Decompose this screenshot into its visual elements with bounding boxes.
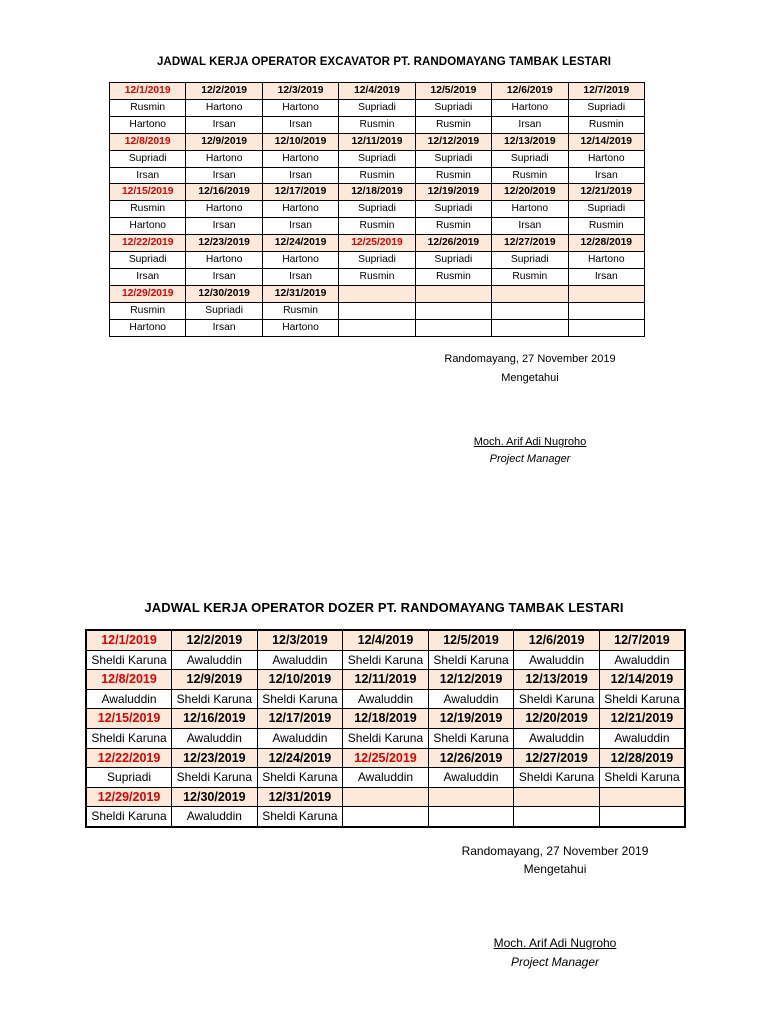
operator-cell: Hartono <box>186 252 262 269</box>
operator-cell: Supriadi <box>415 252 491 269</box>
date-cell: 12/15/2019 <box>110 184 186 201</box>
operator-cell: Awaluddin <box>599 728 685 748</box>
operator-cell: Rusmin <box>110 302 186 319</box>
date-cell: 12/14/2019 <box>599 670 685 690</box>
date-row <box>110 133 645 150</box>
operator-cell: Irsan <box>492 116 568 133</box>
date-cell: 12/28/2019 <box>599 748 685 768</box>
date-row <box>86 787 685 807</box>
date-cell: 12/20/2019 <box>514 709 600 729</box>
date-cell: 12/25/2019 <box>339 235 415 252</box>
date-cell: 12/20/2019 <box>492 184 568 201</box>
operator-cell: Hartono <box>186 201 262 218</box>
operator-cell: Rusmin <box>339 268 415 285</box>
dozer-schedule-title: JADWAL KERJA OPERATOR DOZER PT. RANDOMAYANG TAMBAK LESTARI <box>144 600 624 615</box>
operator-cell: Irsan <box>110 167 186 184</box>
operator-cell: Supriadi <box>415 201 491 218</box>
date-cell: 12/24/2019 <box>262 235 338 252</box>
operator-cell <box>415 319 491 336</box>
operator-cell: Hartono <box>568 252 644 269</box>
date-cell <box>568 285 644 302</box>
date-cell: 12/5/2019 <box>415 83 491 100</box>
operator-cell: Sheldi Karuna <box>257 768 343 788</box>
operator-cell: Supriadi <box>86 768 172 788</box>
operator-cell <box>568 302 644 319</box>
operator-cell: Hartono <box>186 99 262 116</box>
operator-row <box>110 218 645 235</box>
operator-cell: Sheldi Karuna <box>257 807 343 827</box>
operator-cell <box>514 807 600 827</box>
operator-cell <box>599 807 685 827</box>
operator-cell: Supriadi <box>110 150 186 167</box>
operator-row <box>110 99 645 116</box>
operator-cell: Rusmin <box>339 167 415 184</box>
operator-row <box>110 150 645 167</box>
date-cell: 12/30/2019 <box>172 787 258 807</box>
date-cell: 12/18/2019 <box>339 184 415 201</box>
operator-cell <box>428 807 514 827</box>
operator-cell: Rusmin <box>339 218 415 235</box>
operator-cell: Sheldi Karuna <box>428 728 514 748</box>
operator-cell: Irsan <box>110 268 186 285</box>
date-cell: 12/6/2019 <box>492 83 568 100</box>
operator-cell: Supriadi <box>415 99 491 116</box>
operator-cell: Rusmin <box>492 268 568 285</box>
date-cell: 12/11/2019 <box>339 133 415 150</box>
operator-cell: Sheldi Karuna <box>343 650 429 670</box>
excavator-schedule-title: JADWAL KERJA OPERATOR EXCAVATOR PT. RANDOMAYANG TAMBAK LESTARI <box>156 56 612 68</box>
operator-cell: Supriadi <box>339 201 415 218</box>
operator-cell: Awaluddin <box>257 728 343 748</box>
operator-cell: Hartono <box>262 99 338 116</box>
date-cell: 12/18/2019 <box>343 709 429 729</box>
excavator-schedule-table <box>109 82 645 337</box>
date-cell <box>599 787 685 807</box>
signature-role: Project Manager <box>489 453 571 465</box>
operator-cell: Hartono <box>186 150 262 167</box>
date-cell: 12/17/2019 <box>262 184 338 201</box>
date-cell: 12/8/2019 <box>110 133 186 150</box>
date-cell: 12/31/2019 <box>257 787 343 807</box>
date-cell: 12/25/2019 <box>343 748 429 768</box>
operator-cell: Supriadi <box>415 150 491 167</box>
operator-cell: Hartono <box>110 116 186 133</box>
signature-place-date: Randomayang, 27 November 2019 <box>444 353 616 365</box>
date-cell: 12/27/2019 <box>514 748 600 768</box>
signature-name: Moch. Arif Adi Nugroho <box>493 936 617 950</box>
operator-cell: Rusmin <box>415 167 491 184</box>
operator-cell: Rusmin <box>339 116 415 133</box>
operator-cell: Hartono <box>262 150 338 167</box>
signature-place-date: Randomayang, 27 November 2019 <box>461 844 649 858</box>
operator-cell: Sheldi Karuna <box>599 689 685 709</box>
date-cell: 12/28/2019 <box>568 235 644 252</box>
operator-cell: Hartono <box>110 218 186 235</box>
operator-cell: Hartono <box>568 150 644 167</box>
signature-acknowledged: Mengetahui <box>501 372 559 384</box>
date-cell: 12/1/2019 <box>110 83 186 100</box>
date-row <box>110 235 645 252</box>
date-cell: 12/6/2019 <box>514 630 600 650</box>
date-cell: 12/21/2019 <box>599 709 685 729</box>
date-cell: 12/31/2019 <box>262 285 338 302</box>
date-cell: 12/12/2019 <box>428 670 514 690</box>
operator-cell: Sheldi Karuna <box>599 768 685 788</box>
operator-cell: Supriadi <box>492 252 568 269</box>
date-cell: 12/3/2019 <box>257 630 343 650</box>
date-cell: 12/10/2019 <box>257 670 343 690</box>
operator-cell: Irsan <box>262 167 338 184</box>
operator-cell: Awaluddin <box>86 689 172 709</box>
operator-row <box>110 201 645 218</box>
date-cell: 12/24/2019 <box>257 748 343 768</box>
operator-cell <box>339 319 415 336</box>
operator-cell: Rusmin <box>110 99 186 116</box>
date-cell: 12/26/2019 <box>415 235 491 252</box>
operator-cell: Sheldi Karuna <box>172 768 258 788</box>
date-cell: 12/7/2019 <box>568 83 644 100</box>
operator-cell: Awaluddin <box>343 768 429 788</box>
date-cell: 12/9/2019 <box>172 670 258 690</box>
operator-cell: Awaluddin <box>428 689 514 709</box>
date-cell: 12/9/2019 <box>186 133 262 150</box>
date-cell: 12/16/2019 <box>186 184 262 201</box>
operator-cell: Awaluddin <box>172 650 258 670</box>
operator-cell: Sheldi Karuna <box>514 768 600 788</box>
operator-cell: Rusmin <box>415 218 491 235</box>
operator-cell: Awaluddin <box>257 650 343 670</box>
date-cell: 12/7/2019 <box>599 630 685 650</box>
operator-cell: Irsan <box>568 268 644 285</box>
operator-cell <box>415 302 491 319</box>
date-cell: 12/10/2019 <box>262 133 338 150</box>
date-cell: 12/1/2019 <box>86 630 172 650</box>
operator-row <box>86 768 685 788</box>
date-cell: 12/13/2019 <box>514 670 600 690</box>
operator-row <box>86 650 685 670</box>
operator-cell: Supriadi <box>339 252 415 269</box>
operator-cell <box>339 302 415 319</box>
date-cell: 12/21/2019 <box>568 184 644 201</box>
date-cell: 12/19/2019 <box>428 709 514 729</box>
date-cell: 12/22/2019 <box>110 235 186 252</box>
operator-row <box>110 167 645 184</box>
date-cell: 12/12/2019 <box>415 133 491 150</box>
operator-cell: Hartono <box>262 201 338 218</box>
date-row <box>110 184 645 201</box>
operator-cell: Hartono <box>262 319 338 336</box>
operator-cell: Irsan <box>186 167 262 184</box>
date-cell: 12/5/2019 <box>428 630 514 650</box>
operator-cell: Rusmin <box>262 302 338 319</box>
operator-cell: Sheldi Karuna <box>86 650 172 670</box>
operator-cell: Sheldi Karuna <box>86 807 172 827</box>
operator-cell: Irsan <box>262 218 338 235</box>
operator-cell: Rusmin <box>415 116 491 133</box>
operator-cell: Rusmin <box>568 218 644 235</box>
operator-cell: Irsan <box>492 218 568 235</box>
dozer-schedule-table <box>85 629 686 828</box>
operator-cell: Awaluddin <box>172 728 258 748</box>
operator-cell: Irsan <box>186 319 262 336</box>
operator-cell <box>492 319 568 336</box>
date-cell <box>514 787 600 807</box>
operator-row <box>110 268 645 285</box>
date-cell <box>343 787 429 807</box>
operator-cell: Rusmin <box>415 268 491 285</box>
excavator-signature-block <box>380 353 680 473</box>
operator-cell: Hartono <box>262 252 338 269</box>
operator-row <box>110 116 645 133</box>
date-row <box>110 83 645 100</box>
operator-row <box>110 302 645 319</box>
operator-cell: Irsan <box>186 268 262 285</box>
signature-acknowledged: Mengetahui <box>523 862 587 876</box>
date-cell: 12/29/2019 <box>110 285 186 302</box>
operator-cell: Sheldi Karuna <box>343 728 429 748</box>
date-cell: 12/23/2019 <box>172 748 258 768</box>
date-cell: 12/30/2019 <box>186 285 262 302</box>
operator-cell: Awaluddin <box>514 650 600 670</box>
operator-cell: Hartono <box>492 99 568 116</box>
operator-cell: Irsan <box>186 218 262 235</box>
operator-cell: Awaluddin <box>514 728 600 748</box>
date-cell: 12/2/2019 <box>186 83 262 100</box>
date-row <box>86 709 685 729</box>
operator-cell: Supriadi <box>110 252 186 269</box>
operator-cell: Irsan <box>262 268 338 285</box>
operator-row <box>110 319 645 336</box>
date-row <box>110 285 645 302</box>
date-row <box>86 630 685 650</box>
operator-cell: Sheldi Karuna <box>86 728 172 748</box>
operator-cell: Awaluddin <box>172 807 258 827</box>
signature-name: Moch. Arif Adi Nugroho <box>473 436 587 448</box>
operator-cell: Sheldi Karuna <box>514 689 600 709</box>
date-cell: 12/26/2019 <box>428 748 514 768</box>
operator-cell: Awaluddin <box>343 689 429 709</box>
operator-cell: Irsan <box>568 167 644 184</box>
operator-cell: Awaluddin <box>428 768 514 788</box>
operator-cell: Rusmin <box>492 167 568 184</box>
operator-cell: Supriadi <box>339 150 415 167</box>
date-cell: 12/14/2019 <box>568 133 644 150</box>
date-cell: 12/22/2019 <box>86 748 172 768</box>
operator-cell: Irsan <box>262 116 338 133</box>
operator-cell: Rusmin <box>568 116 644 133</box>
date-cell: 12/13/2019 <box>492 133 568 150</box>
operator-cell: Supriadi <box>568 201 644 218</box>
date-cell: 12/11/2019 <box>343 670 429 690</box>
date-row <box>86 748 685 768</box>
dozer-signature-block <box>405 844 705 974</box>
date-cell: 12/16/2019 <box>172 709 258 729</box>
date-row <box>86 670 685 690</box>
operator-cell: Sheldi Karuna <box>172 689 258 709</box>
date-cell <box>492 285 568 302</box>
date-cell: 12/8/2019 <box>86 670 172 690</box>
operator-cell <box>343 807 429 827</box>
date-cell <box>415 285 491 302</box>
operator-cell: Irsan <box>186 116 262 133</box>
operator-row <box>86 728 685 748</box>
date-cell: 12/15/2019 <box>86 709 172 729</box>
date-cell <box>428 787 514 807</box>
date-cell <box>339 285 415 302</box>
operator-row <box>110 252 645 269</box>
date-cell: 12/19/2019 <box>415 184 491 201</box>
operator-cell: Awaluddin <box>599 650 685 670</box>
date-cell: 12/17/2019 <box>257 709 343 729</box>
date-cell: 12/3/2019 <box>262 83 338 100</box>
operator-row <box>86 689 685 709</box>
date-cell: 12/23/2019 <box>186 235 262 252</box>
date-cell: 12/2/2019 <box>172 630 258 650</box>
date-cell: 12/29/2019 <box>86 787 172 807</box>
operator-cell: Hartono <box>492 201 568 218</box>
date-cell: 12/4/2019 <box>343 630 429 650</box>
operator-cell: Sheldi Karuna <box>257 689 343 709</box>
operator-cell: Supriadi <box>186 302 262 319</box>
operator-cell: Supriadi <box>568 99 644 116</box>
operator-cell: Supriadi <box>339 99 415 116</box>
operator-cell <box>492 302 568 319</box>
operator-cell <box>568 319 644 336</box>
operator-cell: Rusmin <box>110 201 186 218</box>
date-cell: 12/4/2019 <box>339 83 415 100</box>
operator-row <box>86 807 685 827</box>
signature-role: Project Manager <box>510 955 600 969</box>
date-cell: 12/27/2019 <box>492 235 568 252</box>
operator-cell: Sheldi Karuna <box>428 650 514 670</box>
operator-cell: Supriadi <box>492 150 568 167</box>
operator-cell: Hartono <box>110 319 186 336</box>
